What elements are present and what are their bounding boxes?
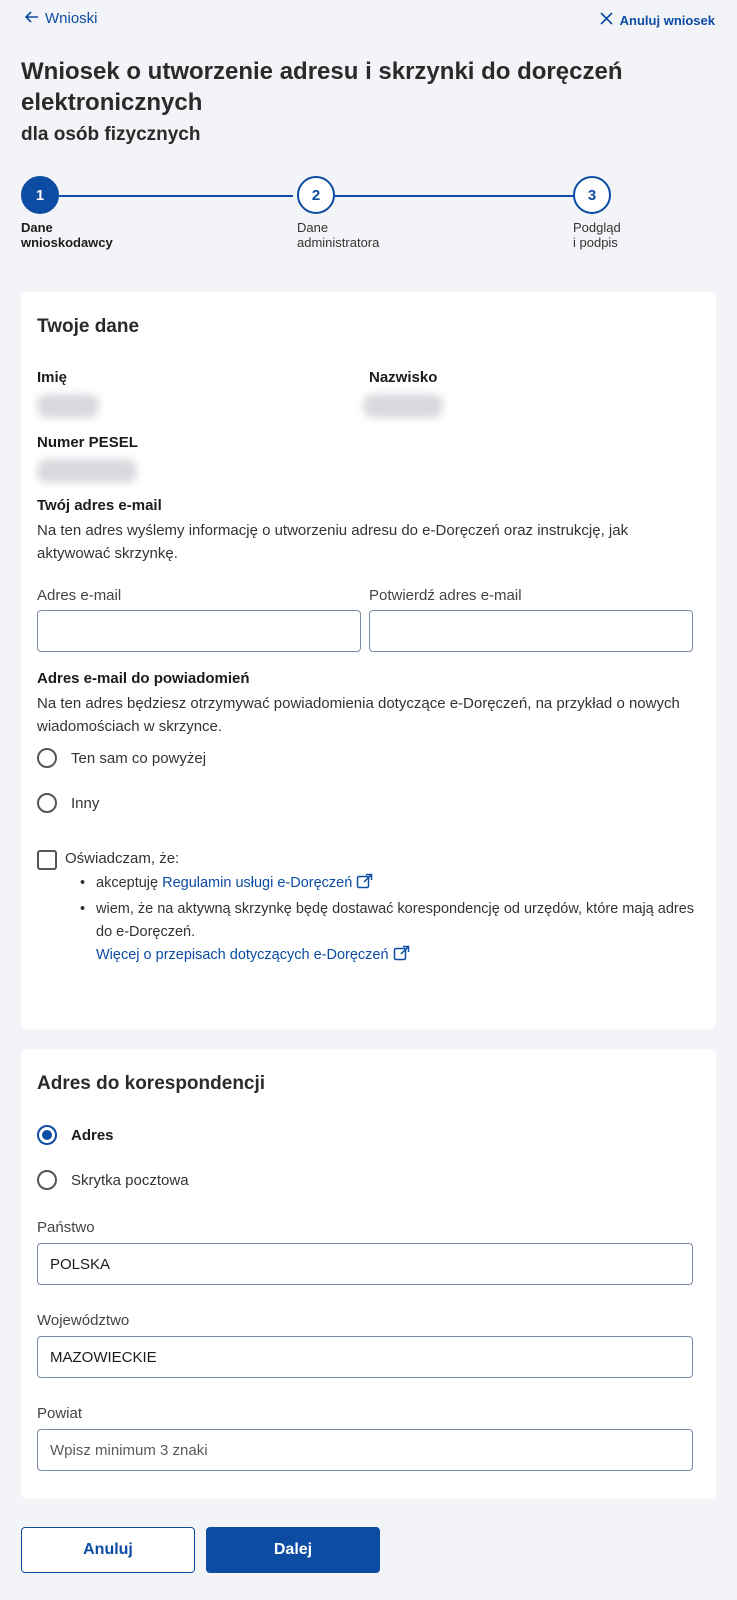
email-heading: Twój adres e-mail bbox=[37, 497, 162, 514]
cancel-link-label: Anuluj wniosek bbox=[619, 12, 715, 28]
step-1-indicator: 1 bbox=[21, 176, 59, 214]
first-name-label: Imię bbox=[37, 369, 68, 386]
step-3-indicator: 3 bbox=[573, 176, 611, 214]
pesel-value-redacted bbox=[37, 459, 137, 483]
terms-link-text: Regulamin usługi e-Doręczeń bbox=[162, 875, 353, 891]
step-connector bbox=[331, 195, 574, 197]
email-field-label: Adres e-mail bbox=[37, 587, 122, 604]
radio-button[interactable] bbox=[37, 793, 57, 813]
section-title-correspondence: Adres do korespondencji bbox=[37, 1073, 266, 1094]
regulations-link-text: Więcej o przepisach dotyczących e-Doręczeń bbox=[96, 947, 389, 963]
notify-option-other[interactable] bbox=[37, 793, 99, 813]
declaration-item-correspondence bbox=[80, 898, 700, 970]
notify-email-description: Na ten adres będziesz otrzymywać powiadomienia dotyczące e-Doręczeń, na przykład o nowych wiadomościach w skrzynce. bbox=[37, 695, 680, 735]
terms-link[interactable] bbox=[162, 875, 373, 891]
step-2-label-line1: Dane bbox=[297, 220, 329, 235]
step-2-indicator: 2 bbox=[297, 176, 335, 214]
address-option-po-box[interactable] bbox=[37, 1170, 189, 1190]
page-title: Wniosek o utworzenie adresu i skrzynki do doręczeń elektronicznych bbox=[21, 58, 623, 116]
declaration-item-terms bbox=[80, 872, 700, 898]
page-subtitle: dla osób fizycznych bbox=[21, 124, 201, 145]
step-2-label-line2: administratora bbox=[297, 235, 380, 250]
email-field[interactable] bbox=[37, 610, 361, 652]
correspondence-address-card bbox=[21, 1049, 716, 1499]
section-title-personal: Twoje dane bbox=[37, 316, 140, 337]
address-option-address[interactable] bbox=[37, 1125, 114, 1145]
arrow-left-icon bbox=[25, 10, 39, 27]
voivodeship-label: Województwo bbox=[37, 1312, 130, 1329]
radio-button[interactable] bbox=[37, 748, 57, 768]
progress-stepper bbox=[0, 176, 737, 256]
declaration-list bbox=[80, 872, 700, 970]
radio-button[interactable] bbox=[37, 1170, 57, 1190]
back-to-applications-link[interactable] bbox=[25, 10, 98, 27]
step-1-label-line2: wnioskodawcy bbox=[21, 235, 113, 250]
voivodeship-field[interactable]: MAZOWIECKIE bbox=[37, 1336, 693, 1378]
declaration-label: Oświadczam, że: bbox=[65, 850, 180, 867]
next-button[interactable]: Dalej bbox=[206, 1527, 380, 1573]
email-confirm-field-label: Potwierdź adres e-mail bbox=[369, 587, 522, 604]
step-3-label-line1: Podgląd bbox=[573, 220, 621, 235]
cancel-button[interactable]: Anuluj bbox=[21, 1527, 195, 1573]
step-connector bbox=[59, 195, 293, 197]
personal-data-card bbox=[21, 292, 716, 1029]
country-field[interactable]: POLSKA bbox=[37, 1243, 693, 1285]
county-field[interactable]: Wpisz minimum 3 znaki bbox=[37, 1429, 693, 1471]
last-name-label: Nazwisko bbox=[369, 369, 438, 386]
radio-label: Skrytka pocztowa bbox=[71, 1171, 189, 1189]
radio-label: Adres bbox=[71, 1126, 114, 1144]
cancel-application-link[interactable] bbox=[600, 12, 715, 28]
step-1-label-line1: Dane bbox=[21, 220, 53, 235]
radio-label: Ten sam co powyżej bbox=[71, 749, 207, 767]
email-confirm-field[interactable] bbox=[369, 610, 693, 652]
county-label: Powiat bbox=[37, 1405, 83, 1422]
country-label: Państwo bbox=[37, 1219, 95, 1236]
top-bar bbox=[0, 10, 737, 34]
external-link-icon bbox=[356, 873, 373, 898]
step-2-label bbox=[297, 220, 379, 250]
radio-button[interactable] bbox=[37, 1125, 57, 1145]
radio-label: Inny bbox=[71, 794, 100, 812]
close-icon bbox=[600, 12, 613, 28]
notify-email-heading: Adres e-mail do powiadomień bbox=[37, 670, 250, 687]
external-link-icon bbox=[393, 945, 410, 970]
regulations-link[interactable] bbox=[96, 947, 410, 963]
step-1-label bbox=[21, 220, 113, 250]
step-3-label bbox=[573, 220, 621, 250]
step-3-label-line2: i podpis bbox=[573, 235, 618, 250]
terms-prefix: akceptuję bbox=[96, 875, 159, 891]
pesel-label: Numer PESEL bbox=[37, 434, 138, 451]
correspondence-text: wiem, że na aktywną skrzynkę będę dostawać korespondencję od urzędów, które mają adres do e-Doręczeń. bbox=[96, 901, 695, 940]
email-description: Na ten adres wyślemy informację o utworzeniu adresu do e-Doręczeń oraz instrukcję, jak aktywować skrzynkę. bbox=[37, 522, 629, 562]
last-name-value-redacted bbox=[363, 394, 443, 418]
notify-option-same[interactable] bbox=[37, 748, 206, 768]
back-link-label: Wnioski bbox=[45, 10, 98, 27]
first-name-value-redacted bbox=[37, 394, 99, 418]
declaration-checkbox[interactable] bbox=[37, 850, 57, 870]
